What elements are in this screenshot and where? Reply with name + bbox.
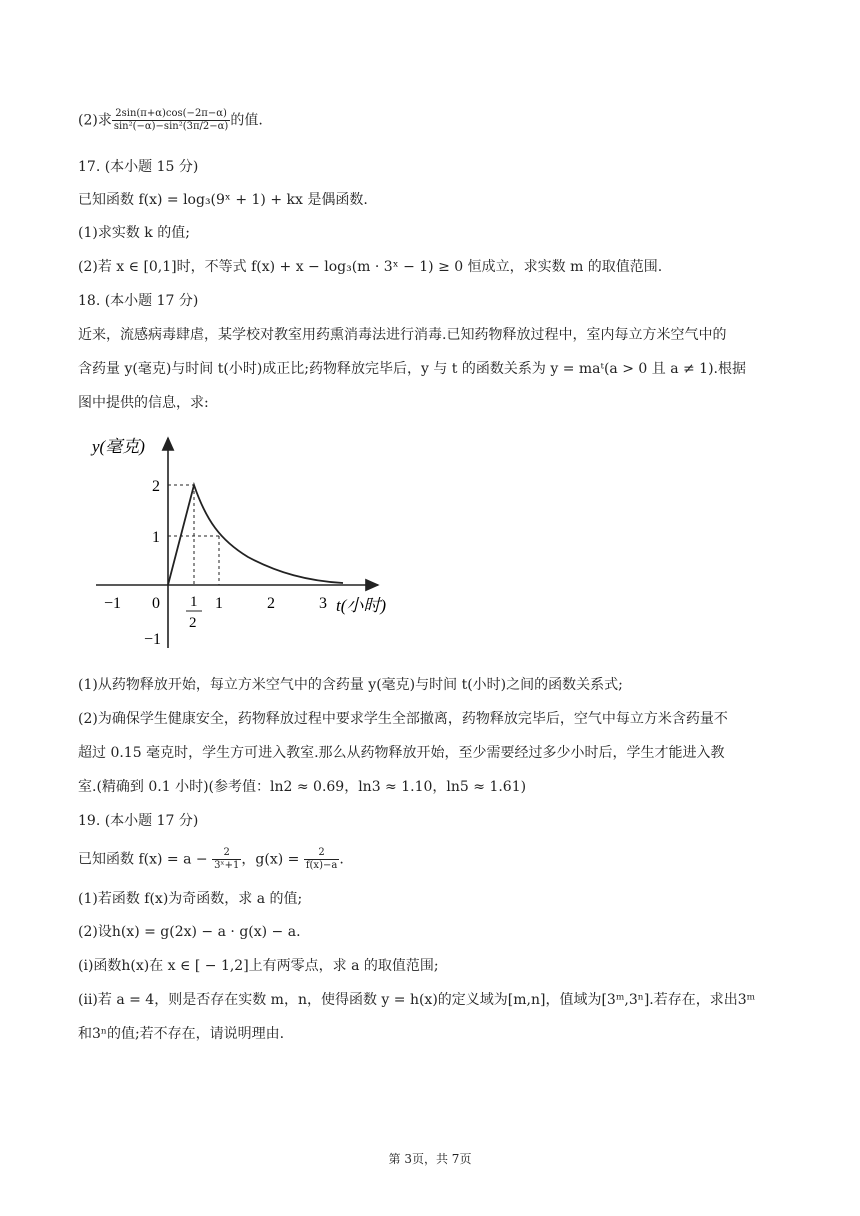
q19-stem-prefix: 已知函数 f(x) = a − [78,851,208,868]
q16-fraction-denominator: sin²(−α)−sin²(3π/2−α) [113,121,229,132]
q19-part2-ii-line1: (ⅱ)若 a = 4，则是否存在实数 m，n，使得函数 y = h(x)的定义域为[m,n]，值域为[3ᵐ,3ⁿ].若存在，求出3ᵐ [78,992,756,1008]
q19-heading: 19. (本小题 17 分) [78,813,199,829]
q19-g-denominator: f(x)−a [305,860,338,871]
q19-f-denominator: 3ˣ+1 [214,860,240,871]
y-axis-label: y(毫克) [92,437,145,456]
q16-fraction [112,108,230,133]
q17-stem: 已知函数 f(x) = log₃(9ˣ + 1) + kx 是偶函数. [78,192,368,208]
y-tick-1: 1 [152,529,160,546]
q18-part2-line3: 室.(精确到 0.1 小时)(参考值：ln2 ≈ 0.69，ln3 ≈ 1.10，ln5 ≈ 1.61) [78,779,527,795]
y-tick-2: 2 [152,478,160,495]
q18-part2-line1: (2)为确保学生健康安全，药物释放过程中要求学生全部撤离，药物释放完毕后，空气中每立方米含药量不 [78,711,728,727]
q19-stem-mid: ，g(x) = [241,851,300,868]
q18-stem-line2: 含药量 y(毫克)与时间 t(小时)成正比;药物释放完毕后，y 与 t 的函数关系为 y = maᵗ(a > 0 且 a ≠ 1).根据 [78,361,746,377]
q17-part1: (1)求实数 k 的值; [78,225,190,241]
q16-part2-prefix: (2)求 [78,112,112,129]
q19-g-fraction [304,847,339,872]
q18-part1: (1)从药物释放开始，每立方米空气中的含药量 y(毫克)与时间 t(小时)之间的函数关系式; [78,677,623,693]
q18-stem-line3: 图中提供的信息，求: [78,395,209,411]
q16-part2 [78,108,263,133]
q19-g-numerator: 2 [304,847,339,860]
y-tick-minus1: −1 [144,631,162,648]
q18-heading: 18. (本小题 17 分) [78,293,199,309]
q19-part1: (1)若函数 f(x)为奇函数，求 a 的值; [78,891,303,907]
page-footer: 第 3页，共 7页 [388,1152,472,1166]
q19-part2: (2)设h(x) = g(2x) − a · g(x) − a. [78,924,301,940]
x-tick-half-numerator: 1 [190,594,198,610]
x-tick-minus1: −1 [104,595,122,612]
q19-f-fraction [212,847,241,872]
x-tick-half-denominator: 2 [189,615,197,631]
q18-part2-line2: 超过 0.15 毫克时，学生方可进入教室.那么从药物释放开始，至少需要经过多少小时后，学生才能进入教 [78,745,725,761]
q18-stem-line1: 近来，流感病毒肆虐，某学校对教室用药熏消毒法进行消毒.已知药物释放过程中，室内每立方米空气中的 [78,327,727,343]
x-tick-1: 1 [215,595,223,612]
q16-fraction-numerator: 2sin(π+α)cos(−2π−α) [112,108,230,121]
q19-stem [78,847,344,872]
q19-f-numerator: 2 [212,847,241,860]
x-tick-3: 3 [319,595,327,612]
q17-heading: 17. (本小题 15 分) [78,159,199,175]
q17-part2: (2)若 x ∈ [0,1]时，不等式 f(x) + x − log₃(m · 3ˣ − 1) ≥ 0 恒成立，求实数 m 的取值范围. [78,259,663,275]
q19-part2-ii-line2: 和3ⁿ的值;若不存在，请说明理由. [78,1026,285,1042]
x-tick-2: 2 [267,595,275,612]
q19-part2-i: (ⅰ)函数h(x)在 x ∈ [ − 1,2]上有两零点，求 a 的取值范围; [78,958,439,974]
x-axis-label: t(小时) [336,596,387,615]
q16-part2-suffix: 的值. [230,112,263,129]
q19-stem-end: . [339,851,344,868]
q18-graph [88,430,408,655]
x-tick-0: 0 [152,595,160,612]
